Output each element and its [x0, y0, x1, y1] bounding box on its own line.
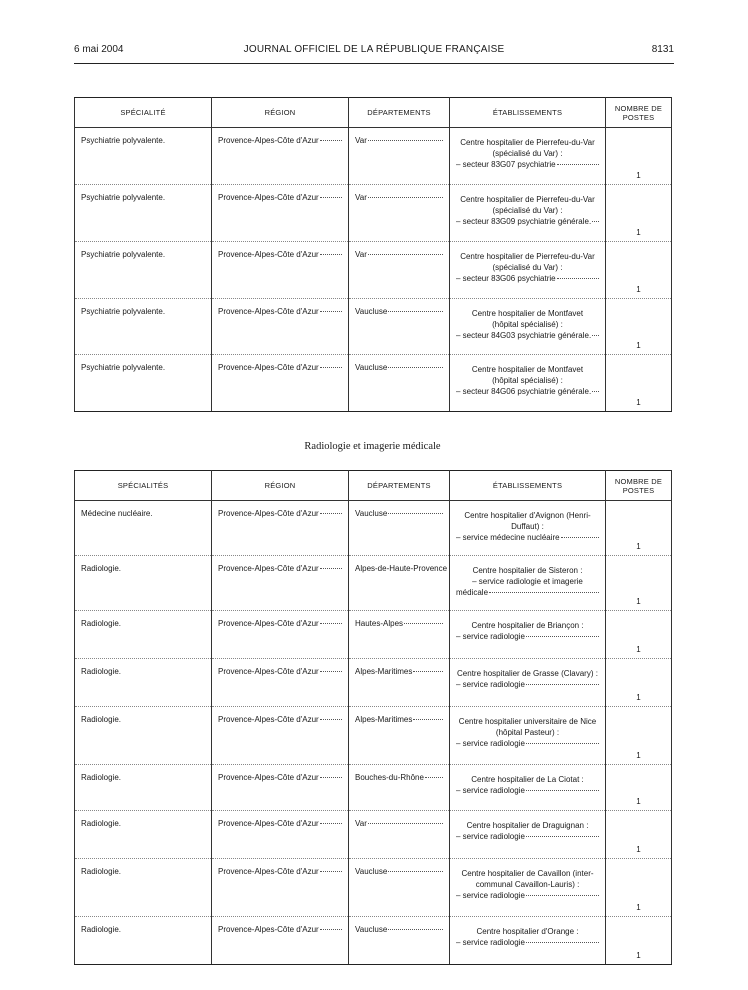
departement-cell: [349, 355, 450, 412]
specialite-cell: [75, 128, 212, 185]
postes-count: 1: [636, 645, 641, 654]
departement-cell: [349, 765, 450, 811]
section-title: Radiologie et imagerie médicale: [304, 441, 441, 452]
journal-title: JOURNAL OFFICIEL DE LA RÉPUBLIQUE FRANÇAISE: [243, 44, 505, 55]
etablissement-cell: [450, 611, 606, 659]
region-text: Provence-Alpes-Côte d'Azur: [218, 250, 319, 259]
specialite-cell: [75, 556, 212, 611]
region-text: Provence-Alpes-Côte d'Azur: [218, 509, 319, 518]
departement-cell: [349, 242, 450, 299]
table-row: [75, 659, 672, 707]
specialite-cell: [75, 299, 212, 355]
etablissement-line: (hôpital spécialisé) :: [492, 320, 563, 329]
postes-count: 1: [636, 542, 641, 551]
table-row: [75, 611, 672, 659]
region-cell: [212, 242, 349, 299]
leader-dots: [320, 777, 342, 778]
leader-dots: [388, 929, 443, 930]
specialite-cell: [75, 355, 212, 412]
etablissement-cell: [450, 707, 606, 765]
table-row: [75, 501, 672, 556]
etablissement-cell: [450, 765, 606, 811]
etablissement-line: Centre hospitalier de Montfavet: [471, 365, 584, 374]
column-header: SPÉCIALITÉ: [75, 98, 212, 128]
publication-date: 6 mai 2004: [74, 44, 124, 55]
table-row: [75, 355, 672, 412]
etablissement-line: Centre hospitalier d'Avignon (Henri-: [464, 511, 591, 520]
secteur-text: – service radiologie: [456, 632, 525, 641]
specialite-text: Radiologie.: [81, 564, 122, 573]
leader-dots: [320, 671, 342, 672]
etablissement-cell: [450, 917, 606, 965]
table-row: [75, 811, 672, 859]
postes-count: 1: [636, 341, 641, 350]
secteur-text: – service radiologie: [456, 739, 525, 748]
leader-dots: [320, 568, 342, 569]
etablissement-line: – service radiologie et imagerie: [472, 577, 583, 586]
specialite-cell: [75, 611, 212, 659]
table-row: [75, 859, 672, 917]
leader-dots: [320, 140, 342, 141]
departement-text: Var: [355, 193, 367, 202]
secteur-text: – service médecine nucléaire: [456, 533, 560, 542]
departement-text: Hautes-Alpes: [355, 619, 404, 628]
specialite-text: Radiologie.: [81, 773, 122, 782]
region-cell: [212, 556, 349, 611]
leader-dots: [320, 623, 342, 624]
postes-count: 1: [636, 693, 641, 702]
secteur-text: – service radiologie: [456, 891, 525, 900]
departement-text: Vaucluse: [355, 509, 388, 518]
leader-dots: [557, 278, 599, 279]
etablissement-cell: [450, 355, 606, 412]
leader-dots: [388, 311, 443, 312]
departement-cell: [349, 659, 450, 707]
etablissement-line: (spécialisé du Var) :: [492, 149, 563, 158]
table-row: [75, 299, 672, 355]
region-cell: [212, 917, 349, 965]
region-cell: [212, 811, 349, 859]
postes-cell: [606, 611, 672, 659]
leader-dots: [526, 836, 599, 837]
secteur-text: – service radiologie: [456, 938, 525, 947]
etablissement-line: Centre hospitalier de Pierrefeu-du-Var: [460, 252, 595, 261]
secteur-text: médicale: [456, 588, 489, 597]
radiology-table: [74, 470, 672, 965]
postes-cell: [606, 242, 672, 299]
etablissement-cell: [450, 299, 606, 355]
specialite-cell: [75, 501, 212, 556]
postes-cell: [606, 128, 672, 185]
postes-cell: [606, 355, 672, 412]
specialite-text: Radiologie.: [81, 667, 122, 676]
region-text: Provence-Alpes-Côte d'Azur: [218, 307, 319, 316]
etablissement-line: (spécialisé du Var) :: [492, 263, 563, 272]
departement-text: Alpes-Maritimes: [355, 667, 413, 676]
departement-cell: [349, 917, 450, 965]
postes-count: 1: [636, 398, 641, 407]
specialite-text: Psychiatrie polyvalente.: [81, 250, 166, 259]
etablissement-line: Centre hospitalier universitaire de Nice: [458, 717, 597, 726]
specialite-cell: [75, 859, 212, 917]
postes-count: 1: [636, 597, 641, 606]
leader-dots: [368, 254, 443, 255]
secteur-text: – service radiologie: [456, 786, 525, 795]
leader-dots: [320, 929, 342, 930]
postes-cell: [606, 707, 672, 765]
postes-cell: [606, 299, 672, 355]
region-text: Provence-Alpes-Côte d'Azur: [218, 715, 319, 724]
departement-text: Var: [355, 136, 367, 145]
postes-cell: [606, 185, 672, 242]
etablissement-cell: [450, 128, 606, 185]
leader-dots: [368, 140, 443, 141]
column-header: RÉGION: [212, 471, 349, 501]
leader-dots: [425, 777, 443, 778]
region-cell: [212, 299, 349, 355]
column-header: DÉPARTEMENTS: [349, 98, 450, 128]
leader-dots: [320, 367, 342, 368]
specialite-cell: [75, 917, 212, 965]
leader-dots: [526, 942, 599, 943]
leader-dots: [592, 391, 599, 392]
departement-cell: [349, 299, 450, 355]
etablissement-cell: [450, 659, 606, 707]
leader-dots: [320, 197, 342, 198]
postes-cell: [606, 859, 672, 917]
specialite-cell: [75, 242, 212, 299]
column-header: NOMBRE DE POSTES: [606, 471, 672, 501]
leader-dots: [368, 823, 443, 824]
leader-dots: [592, 335, 599, 336]
postes-count: 1: [636, 951, 641, 960]
leader-dots: [320, 513, 342, 514]
postes-count: 1: [636, 797, 641, 806]
leader-dots: [368, 197, 443, 198]
etablissement-line: Centre hospitalier de Briançon :: [471, 621, 584, 630]
column-header: RÉGION: [212, 98, 349, 128]
leader-dots: [320, 823, 342, 824]
postes-cell: [606, 659, 672, 707]
etablissement-cell: [450, 185, 606, 242]
etablissement-line: Centre hospitalier de Montfavet: [471, 309, 584, 318]
region-text: Provence-Alpes-Côte d'Azur: [218, 773, 319, 782]
secteur-text: – secteur 83G07 psychiatrie: [456, 160, 556, 169]
specialite-text: Radiologie.: [81, 619, 122, 628]
leader-dots: [557, 164, 599, 165]
postes-count: 1: [636, 751, 641, 760]
leader-dots: [388, 367, 443, 368]
departement-cell: [349, 859, 450, 917]
table-row: [75, 185, 672, 242]
page-header: [74, 44, 674, 60]
leader-dots: [388, 513, 443, 514]
region-cell: [212, 611, 349, 659]
departement-cell: [349, 611, 450, 659]
region-text: Provence-Alpes-Côte d'Azur: [218, 925, 319, 934]
column-header: ÉTABLISSEMENTS: [450, 471, 606, 501]
etablissement-cell: [450, 556, 606, 611]
leader-dots: [413, 671, 443, 672]
region-text: Provence-Alpes-Côte d'Azur: [218, 819, 319, 828]
etablissement-line: Centre hospitalier d'Orange :: [476, 927, 579, 936]
region-text: Provence-Alpes-Côte d'Azur: [218, 667, 319, 676]
secteur-text: – secteur 84G06 psychiatrie générale.: [456, 387, 592, 396]
specialite-text: Psychiatrie polyvalente.: [81, 136, 166, 145]
etablissement-line: Centre hospitalier de Cavaillon (inter-: [461, 869, 594, 878]
departement-text: Var: [355, 819, 367, 828]
leader-dots: [561, 537, 599, 538]
table-row: [75, 556, 672, 611]
postes-count: 1: [636, 171, 641, 180]
specialite-cell: [75, 765, 212, 811]
departement-text: Vaucluse: [355, 867, 388, 876]
leader-dots: [526, 636, 599, 637]
specialite-cell: [75, 811, 212, 859]
specialite-text: Médecine nucléaire.: [81, 509, 153, 518]
secteur-text: – secteur 84G03 psychiatrie générale.: [456, 331, 592, 340]
etablissement-line: (hôpital spécialisé) :: [492, 376, 563, 385]
leader-dots: [489, 592, 599, 593]
departement-cell: [349, 556, 450, 611]
table-row: [75, 765, 672, 811]
region-cell: [212, 659, 349, 707]
postes-cell: [606, 811, 672, 859]
departement-cell: [349, 128, 450, 185]
page-number: 8131: [651, 44, 674, 55]
etablissement-cell: [450, 811, 606, 859]
region-text: Provence-Alpes-Côte d'Azur: [218, 867, 319, 876]
table-row: [75, 242, 672, 299]
specialite-text: Psychiatrie polyvalente.: [81, 363, 166, 372]
secteur-text: – secteur 83G09 psychiatrie générale.: [456, 217, 592, 226]
leader-dots: [413, 719, 443, 720]
region-cell: [212, 185, 349, 242]
region-cell: [212, 765, 349, 811]
region-text: Provence-Alpes-Côte d'Azur: [218, 564, 319, 573]
specialite-text: Psychiatrie polyvalente.: [81, 307, 166, 316]
leader-dots: [526, 743, 599, 744]
header-rule: [74, 63, 674, 64]
region-cell: [212, 128, 349, 185]
secteur-text: – service radiologie: [456, 832, 525, 841]
etablissement-line: Centre hospitalier de La Ciotat :: [471, 775, 584, 784]
table-row: [75, 128, 672, 185]
specialite-text: Psychiatrie polyvalente.: [81, 193, 166, 202]
region-cell: [212, 707, 349, 765]
departement-text: Alpes-de-Haute-Provence: [355, 564, 448, 573]
leader-dots: [404, 623, 443, 624]
column-header: DÉPARTEMENTS: [349, 471, 450, 501]
departement-text: Vaucluse: [355, 307, 388, 316]
etablissement-line: Duffaut) :: [511, 522, 544, 531]
region-text: Provence-Alpes-Côte d'Azur: [218, 619, 319, 628]
specialite-text: Radiologie.: [81, 925, 122, 934]
region-cell: [212, 501, 349, 556]
column-header: ÉTABLISSEMENTS: [450, 98, 606, 128]
departement-text: Bouches-du-Rhône: [355, 773, 424, 782]
postes-count: 1: [636, 845, 641, 854]
leader-dots: [320, 311, 342, 312]
leader-dots: [320, 254, 342, 255]
specialite-text: Radiologie.: [81, 867, 122, 876]
region-text: Provence-Alpes-Côte d'Azur: [218, 193, 319, 202]
leader-dots: [320, 719, 342, 720]
secteur-text: – secteur 83G06 psychiatrie: [456, 274, 556, 283]
leader-dots: [388, 871, 443, 872]
column-header: SPÉCIALITÉS: [75, 471, 212, 501]
departement-text: Vaucluse: [355, 363, 388, 372]
specialite-cell: [75, 659, 212, 707]
departement-text: Alpes-Maritimes: [355, 715, 413, 724]
departement-cell: [349, 501, 450, 556]
secteur-text: – service radiologie: [456, 680, 525, 689]
specialite-cell: [75, 707, 212, 765]
region-text: Provence-Alpes-Côte d'Azur: [218, 363, 319, 372]
specialite-text: Radiologie.: [81, 715, 122, 724]
region-text: Provence-Alpes-Côte d'Azur: [218, 136, 319, 145]
etablissement-line: Centre hospitalier de Pierrefeu-du-Var: [460, 195, 595, 204]
postes-cell: [606, 917, 672, 965]
postes-cell: [606, 556, 672, 611]
leader-dots: [592, 221, 599, 222]
postes-count: 1: [636, 903, 641, 912]
etablissement-cell: [450, 242, 606, 299]
etablissement-line: Centre hospitalier de Grasse (Clavary) :: [457, 669, 598, 678]
departement-text: Var: [355, 250, 367, 259]
specialite-cell: [75, 185, 212, 242]
region-cell: [212, 355, 349, 412]
leader-dots: [526, 895, 599, 896]
etablissement-line: (hôpital Pasteur) :: [495, 728, 560, 737]
etablissement-cell: [450, 859, 606, 917]
etablissement-line: Centre hospitalier de Sisteron :: [472, 566, 583, 575]
departement-cell: [349, 811, 450, 859]
leader-dots: [320, 871, 342, 872]
departement-text: Vaucluse: [355, 925, 388, 934]
region-cell: [212, 859, 349, 917]
etablissement-cell: [450, 501, 606, 556]
postes-count: 1: [636, 228, 641, 237]
table-row: [75, 917, 672, 965]
etablissement-line: Centre hospitalier de Draguignan :: [466, 821, 589, 830]
psychiatry-table: [74, 97, 672, 412]
table-row: [75, 707, 672, 765]
departement-cell: [349, 185, 450, 242]
etablissement-line: (spécialisé du Var) :: [492, 206, 563, 215]
leader-dots: [526, 790, 599, 791]
etablissement-line: communal Cavaillon-Lauris) :: [475, 880, 580, 889]
etablissement-line: Centre hospitalier de Pierrefeu-du-Var: [460, 138, 595, 147]
postes-cell: [606, 765, 672, 811]
specialite-text: Radiologie.: [81, 819, 122, 828]
postes-cell: [606, 501, 672, 556]
postes-count: 1: [636, 285, 641, 294]
departement-cell: [349, 707, 450, 765]
column-header: NOMBRE DE POSTES: [606, 98, 672, 128]
leader-dots: [526, 684, 599, 685]
